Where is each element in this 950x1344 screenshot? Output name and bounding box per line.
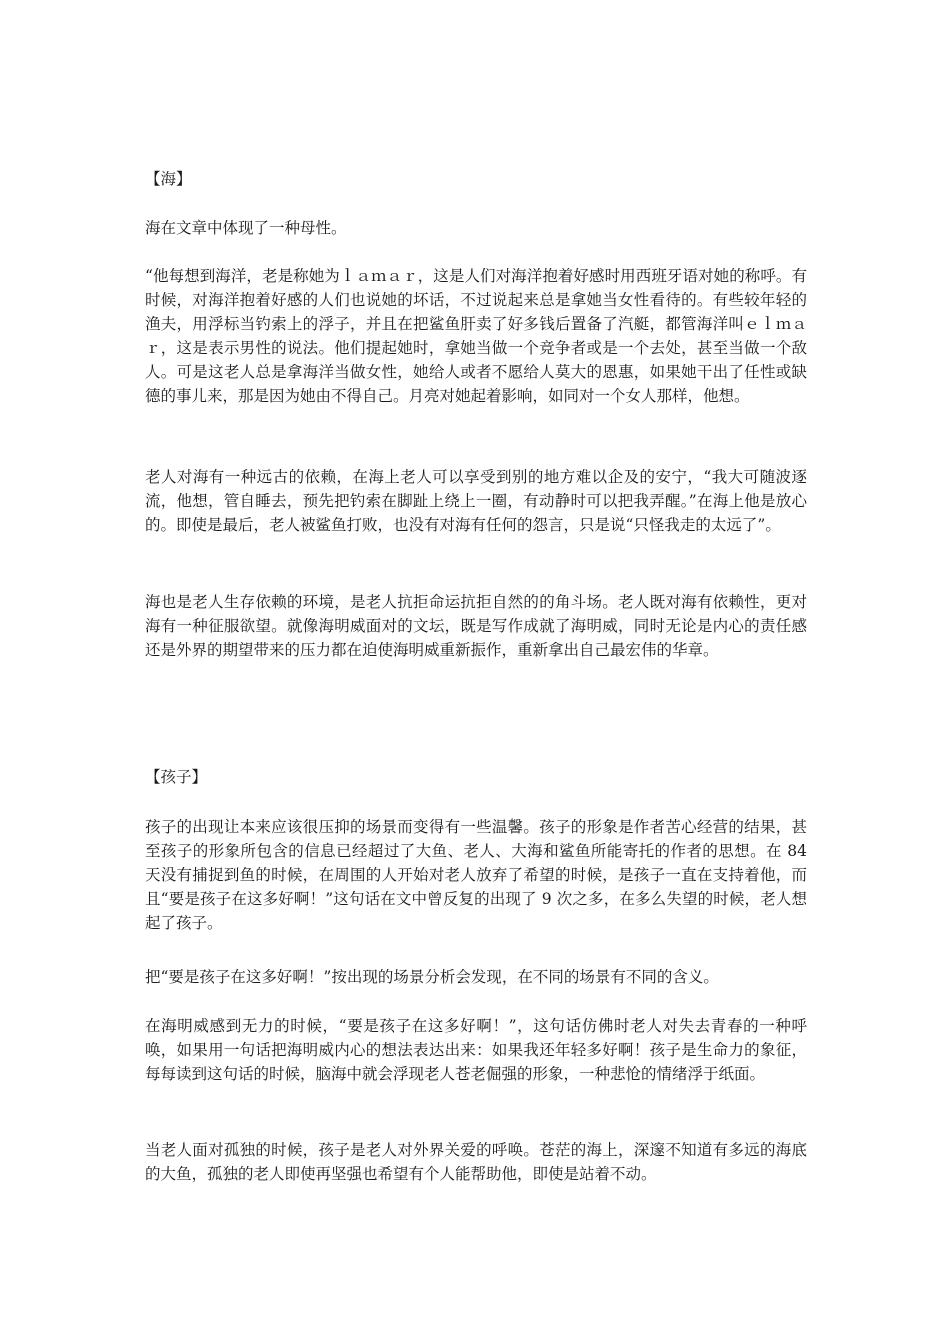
paragraph-child-1: 孩子的出现让本来应该很压抑的场景而变得有一些温馨。孩子的形象是作者苦心经营的结果，甚至孩子的形象所包含的信息已经超过了大鱼、老人、大海和鲨鱼所能寄托的作者的思想。在 84 天没有捕捉到鱼的时候，在周围的人开始对老人放弃了希望的时候，是孩子一直在支持着他，而且“要是孩子在这多好啊！”这句话在文中曾反复的出现了 9 次之多，在多么失望的时候，老人想起了孩子。	[145, 818, 807, 932]
paragraph-sea-1: 海在文章中体现了一种母性。	[145, 219, 347, 237]
section-heading-sea: 【海】	[145, 170, 192, 188]
paragraph-child-3: 在海明威感到无力的时候，“要是孩子在这多好啊！”，这句话仿佛时老人对失去青春的一种呼唤，如果用一句话把海明威内心的想法表达出来：如果我还年轻多好啊！孩子是生命力的象征，每每读到这句话的时候，脑海中就会浮现老人苍老倔强的形象，一种悲怆的情绪浮于纸面。	[145, 1017, 807, 1083]
paragraph-child-4: 当老人面对孤独的时候，孩子是老人对外界关爱的呼唤。苍茫的海上，深邃不知道有多远的海底的大鱼，孤独的老人即使再坚强也希望有个人能帮助他，即使是站着不动。	[145, 1141, 807, 1183]
paragraph-child-2: 把“要是孩子在这多好啊！”按出现的场景分析会发现，在不同的场景有不同的含义。	[145, 968, 719, 986]
paragraph-sea-4: 海也是老人生存依赖的环境，是老人抗拒命运抗拒自然的的角斗场。老人既对海有依赖性，更对海有一种征服欲望。就像海明威面对的文坛，既是写作成就了海明威，同时无论是内心的责任感还是外界的期望带来的压力都在迫使海明威重新振作，重新拿出自己最宏伟的华章。	[145, 593, 807, 659]
paragraph-sea-2: “他每想到海洋，老是称她为ｌａｍａｒ，这是人们对海洋抱着好感时用西班牙语对她的称呼。有时候，对海洋抱着好感的人们也说她的坏话，不过说起来总是拿她当女性看待的。有些较年轻的渔夫，用浮标当钓索上的浮子，并且在把鲨鱼肝卖了好多钱后置备了汽艇，都管海洋叫ｅｌｍａｒ，这是表示男性的说法。他们提起她时，拿她当做一个竞争者或是一个去处，甚至当做一个敌人。可是这老人总是拿海洋当做女性，她给人或者不愿给人莫大的恩惠，如果她干出了任性或缺德的事儿来，那是因为她由不得自己。月亮对她起着影响，如同对一个女人那样，他想。	[145, 267, 807, 405]
paragraph-sea-3: 老人对海有一种远古的依赖，在海上老人可以享受到别的地方难以企及的安宁，“我大可随波逐流，他想，管自睡去，预先把钓索在脚趾上绕上一圈，有动静时可以把我弄醒。”在海上他是放心的。即使是最后，老人被鲨鱼打败，也没有对海有任何的怨言，只是说“只怪我走的太远了”。	[145, 468, 807, 534]
section-heading-child: 【孩子】	[145, 768, 208, 786]
